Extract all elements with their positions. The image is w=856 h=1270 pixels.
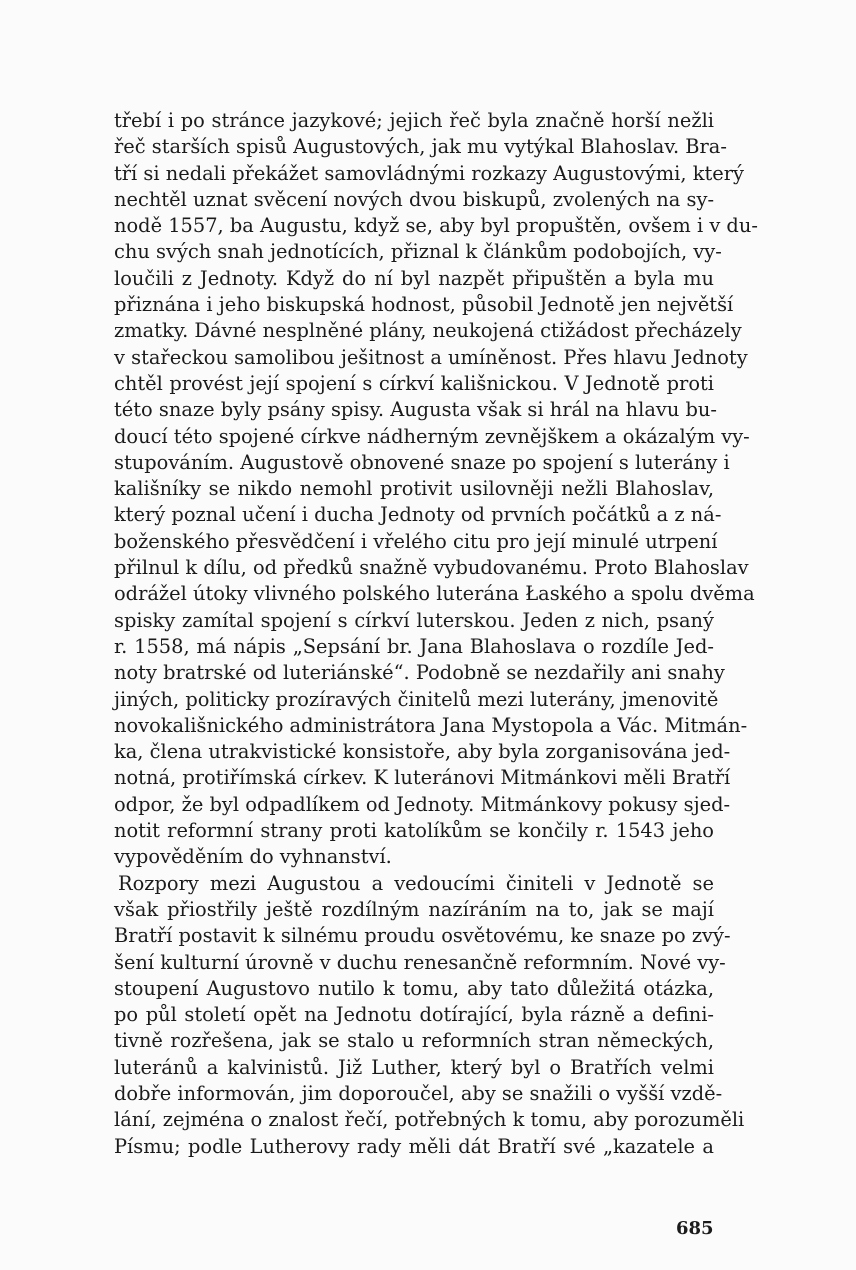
text-line: dobře informován, jim doporoučel, aby se snažili o vyšší vzdě- — [114, 1081, 723, 1105]
text-line: vypověděním do vyhnanství. — [114, 845, 392, 869]
text-line: Bratří postavit k silnému proudu osvětovému, ke snaze po zvý- — [114, 924, 731, 948]
text-line: přiznána i jeho biskupská hodnost, působil Jednotě jen největší — [114, 293, 734, 317]
text-line: boženského přesvědčení i vřelého citu pro její minulé utrpení — [114, 529, 718, 553]
text-line: nechtěl uznat svěcení nových dvou biskupů, zvolených na sy- — [114, 187, 714, 211]
text-line: odrážel útoky vlivného polského luterána Łaského a spolu dvěma — [114, 582, 755, 606]
text-line: Písmu; podle Lutherovy rady měli dát Bratří své „kazatele a — [114, 1134, 714, 1158]
text-line: této snaze byly psány spisy. Augusta však si hrál na hlavu bu- — [114, 398, 717, 422]
text-line: který poznal učení i ducha Jednoty od prvních počátků a z ná- — [114, 503, 722, 527]
text-line: šení kulturní úrovně v duchu renesančně reformním. Nové vy- — [114, 950, 726, 974]
text-line: stupováním. Augustově obnovené snaze po spojení s luterány i — [114, 450, 730, 474]
text-line: novokališnického administrátora Jana Mystopola a Vác. Mitmán- — [114, 713, 748, 737]
text-line: loučili z Jednoty. Když do ní byl nazpět připuštěn a byla mu — [114, 266, 714, 290]
text-line: třebí i po stránce jazykové; jejich řeč byla značně horší nežli — [114, 109, 714, 132]
page-number: 685 — [676, 1218, 714, 1239]
text-line: řeč starších spisů Augustových, jak mu vytýkal Blahoslav. Bra- — [114, 135, 727, 159]
text-line: spisky zamítal spojení s církví luterskou. Jeden z nich, psaný — [114, 608, 714, 632]
text-line: notit reformní strany proti katolíkům se končily r. 1543 jeho — [114, 819, 714, 843]
body-text — [114, 108, 758, 1160]
text-line: tří si nedali překážet samovládnými rozkazy Augustovými, který — [114, 161, 744, 185]
text-line: nodě 1557, ba Augustu, když se, aby byl propuštěn, ovšem i v du- — [114, 214, 758, 238]
text-line: tivně rozřešena, jak se stalo u reformních stran německých, — [114, 1029, 714, 1053]
text-line: chtěl provést její spojení s církví kališnickou. V Jednotě proti — [114, 371, 714, 395]
text-line: odpor, že byl odpadlíkem od Jednoty. Mitmánkovy pokusy sjed- — [114, 792, 731, 816]
text-line: chu svých snah jednotících, přiznal k článkům podobojích, vy- — [114, 240, 722, 264]
text-line: r. 1558, má nápis „Sepsání br. Jana Blahoslava o rozdíle Jed- — [114, 634, 714, 658]
text-line: zmatky. Dávné nesplněné plány, neukojená ctižádost přecházely — [114, 319, 742, 343]
text-line: však přiostřily ještě rozdílným nazíráním na to, jak se mají — [114, 897, 714, 921]
text-line: kališníky se nikdo nemohl protivit usilovněji nežli Blahoslav, — [114, 477, 714, 501]
text-line: doucí této spojené církve nádherným zevnějškem a okázalým vy- — [114, 424, 750, 448]
text-line: lání, zejména o znalost řečí, potřebných k tomu, aby porozuměli — [114, 1108, 745, 1132]
text-line: noty bratrské od luteriánské“. Podobně se nezdařily ani snahy — [114, 661, 725, 685]
text-line: notná, protiřímská církev. K luteránovi Mitmánkovi měli Bratří — [114, 766, 731, 790]
text-line: přilnul k dílu, od předků snažně vybudovanému. Proto Blahoslav — [114, 556, 749, 580]
text-line: v stařeckou samolibou ješitnost a umíněnost. Přes hlavu Jednoty — [114, 345, 748, 369]
text-line: luteránů a kalvinistů. Již Luther, který byl o Bratřích velmi — [114, 1055, 714, 1079]
text-line: po půl století opět na Jednotu dotírající, byla rázně a defini- — [114, 1003, 714, 1027]
paragraph-first-line: Rozpory mezi Augustou a vedoucími činiteli v Jednotě se — [118, 871, 714, 895]
text-line: stoupení Augustovo nutilo k tomu, aby tato důležitá otázka, — [114, 976, 714, 1000]
text-line: jiných, politicky prozíravých činitelů mezi luterány, jmenovitě — [114, 687, 719, 711]
text-line: ka, člena utrakvistické konsistoře, aby byla zorganisována jed- — [114, 740, 731, 764]
